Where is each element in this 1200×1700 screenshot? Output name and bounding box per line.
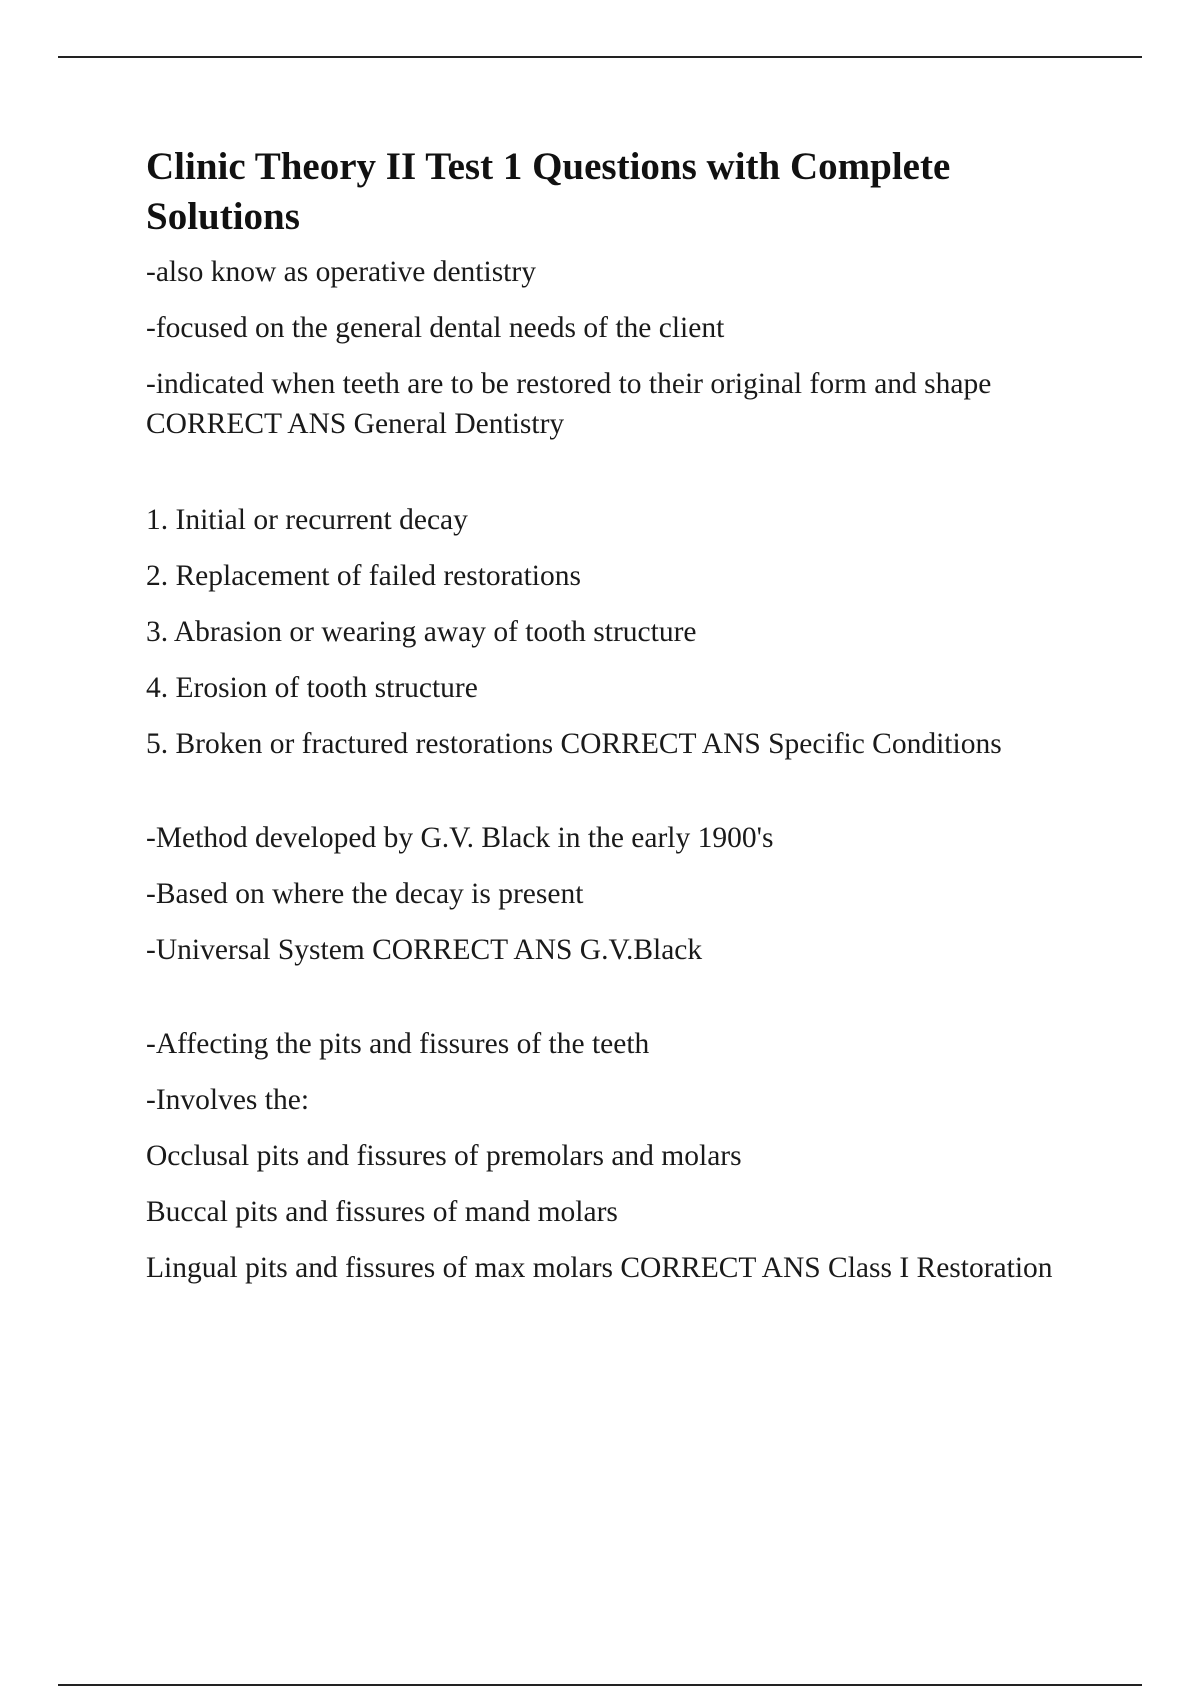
qa-line: 5. Broken or fractured restorations CORRECT ANS Specific Conditions — [146, 728, 1002, 760]
qa-line: 2. Replacement of failed restorations — [146, 560, 581, 592]
document-body — [146, 142, 1106, 1342]
qa-line: Buccal pits and fissures of mand molars — [146, 1196, 618, 1228]
qa-line: 4. Erosion of tooth structure — [146, 672, 478, 704]
qa-line: -Affecting the pits and fissures of the teeth — [146, 1028, 650, 1060]
qa-line: -Universal System CORRECT ANS G.V.Black — [146, 934, 703, 966]
header-rule — [58, 56, 1142, 58]
qa-line: 3. Abrasion or wearing away of tooth structure — [146, 616, 697, 648]
qa-line: -Method developed by G.V. Black in the early 1900's — [146, 822, 774, 854]
qa-line: Occlusal pits and fissures of premolars and molars — [146, 1140, 742, 1172]
document-title: Clinic Theory II Test 1 Questions with Complete Solutions — [146, 145, 951, 238]
qa-block-general-dentistry — [146, 252, 1106, 444]
qa-line: -indicated when teeth are to be restored to their original form and shape CORRECT ANS General Dentistry — [146, 368, 992, 440]
qa-line: 1. Initial or recurrent decay — [146, 504, 468, 536]
qa-block-class-i-restoration — [146, 1024, 1106, 1288]
qa-line: -Involves the: — [146, 1084, 310, 1116]
qa-line: -Based on where the decay is present — [146, 878, 584, 910]
qa-block-specific-conditions — [146, 500, 1106, 764]
qa-line: -also know as operative dentistry — [146, 256, 536, 288]
qa-line: Lingual pits and fissures of max molars CORRECT ANS Class I Restoration — [146, 1252, 1053, 1284]
footer-rule — [58, 1684, 1142, 1686]
qa-line: -focused on the general dental needs of the client — [146, 312, 725, 344]
qa-block-gv-black — [146, 818, 1106, 970]
